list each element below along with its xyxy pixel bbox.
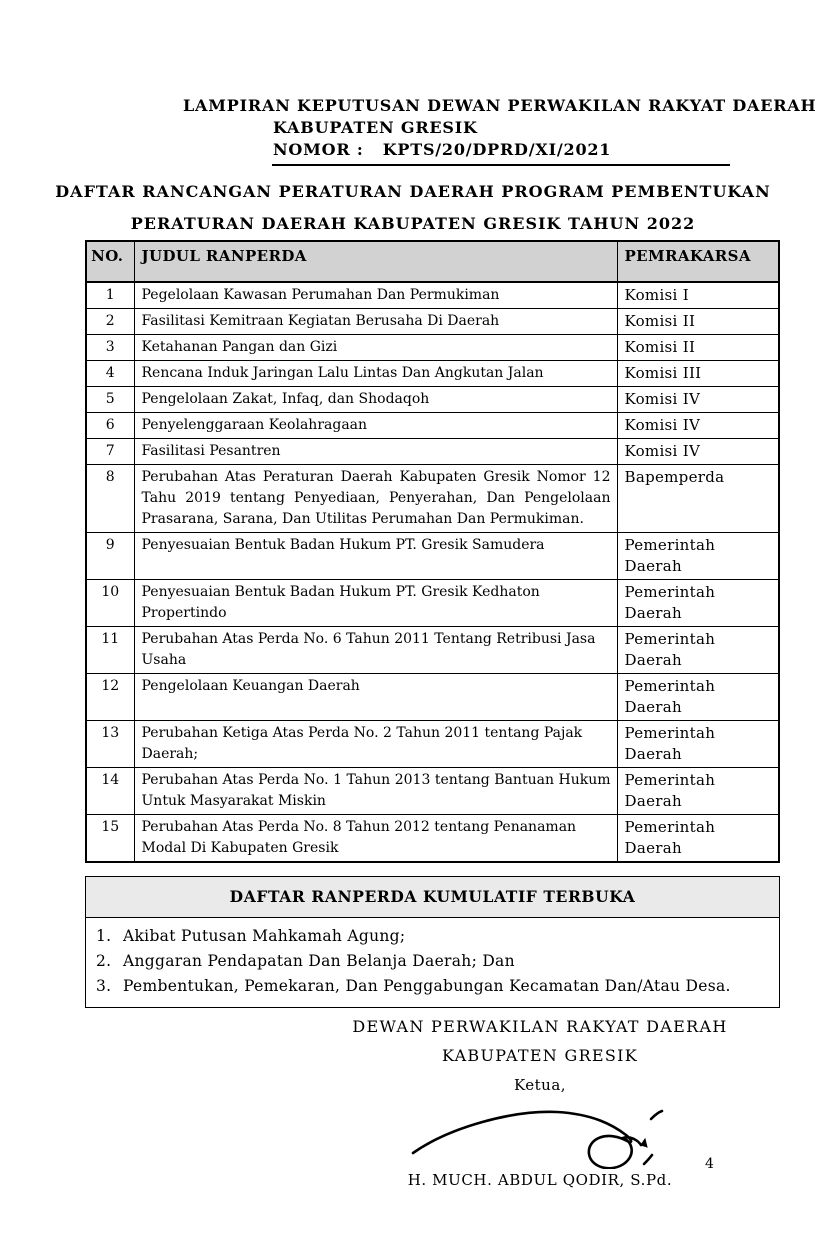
cell-no: 7 [86,439,134,465]
letterhead-nomor-line: NOMOR : KPTS/20/DPRD/XI/2021 [273,140,612,159]
cell-no: 5 [86,387,134,413]
table-row [86,465,779,533]
table-row [86,361,779,387]
letterhead [183,0,816,161]
letterhead-line-2: KABUPATEN GRESIK [273,118,478,137]
cell-judul: Ketahanan Pangan dan Gizi [134,335,617,361]
cell-no: 8 [86,465,134,533]
table-row [86,413,779,439]
cell-no: 1 [86,282,134,309]
cell-pemrakarsa: Pemerintah Daerah [617,768,779,815]
signature-scribble [395,1097,685,1169]
cell-pemrakarsa: Pemerintah Daerah [617,580,779,627]
signature-name: H. MUCH. ABDUL QODIR, S.Pd. [407,1171,673,1189]
cell-no: 6 [86,413,134,439]
table-row [86,309,779,335]
kumulatif-title: DAFTAR RANPERDA KUMULATIF TERBUKA [86,877,779,918]
signature-org-line-1: DEWAN PERWAKILAN RAKYAT DAERAH [352,1017,728,1036]
cell-no: 14 [86,768,134,815]
cell-pemrakarsa: Komisi III [617,361,779,387]
cell-judul: Pegelolaan Kawasan Perumahan Dan Permukiman [134,282,617,309]
list-item-text: Anggaran Pendapatan Dan Belanja Daerah; Dan [123,952,515,970]
kumulatif-section [85,876,780,1008]
cell-no: 13 [86,721,134,768]
table-row [86,439,779,465]
table-row [86,674,779,721]
cell-judul: Fasilitasi Pesantren [134,439,617,465]
cell-no: 10 [86,580,134,627]
cell-judul: Rencana Induk Jaringan Lalu Lintas Dan Angkutan Jalan [134,361,617,387]
cell-pemrakarsa: Pemerintah Daerah [617,721,779,768]
cell-judul: Fasilitasi Kemitraan Kegiatan Berusaha Di Daerah [134,309,617,335]
table-row [86,335,779,361]
table-row [86,387,779,413]
cell-judul: Perubahan Atas Perda No. 8 Tahun 2012 tentang Penanaman Modal Di Kabupaten Gresik [134,815,617,863]
cell-pemrakarsa: Komisi IV [617,387,779,413]
list-item-text: Akibat Putusan Mahkamah Agung; [123,927,406,945]
cell-no: 12 [86,674,134,721]
cell-judul: Pengelolaan Zakat, Infaq, dan Shodaqoh [134,387,617,413]
document-title-line-2: PERATURAN DAERAH KABUPATEN GRESIK TAHUN 2022 [130,214,696,233]
column-header-pemrakarsa: PEMRAKARSA [617,241,779,282]
cell-judul: Penyesuaian Bentuk Badan Hukum PT. Gresik Kedhaton Propertindo [134,580,617,627]
ranperda-table [85,240,780,863]
table-row [86,533,779,580]
letterhead-underline [272,164,730,166]
cell-pemrakarsa: Komisi IV [617,413,779,439]
list-item [96,924,769,949]
document-title-line-1: DAFTAR RANCANGAN PERATURAN DAERAH PROGRAM PEMBENTUKAN [55,182,771,201]
table-row [86,815,779,863]
cell-pemrakarsa: Komisi II [617,309,779,335]
signature-org-line-2: KABUPATEN GRESIK [441,1046,639,1065]
table-row [86,282,779,309]
list-item-number: 1. [96,927,112,945]
cell-judul: Perubahan Ketiga Atas Perda No. 2 Tahun 2011 tentang Pajak Daerah; [134,721,617,768]
cell-judul: Pengelolaan Keuangan Daerah [134,674,617,721]
list-item [96,949,769,974]
page-number: 4 [705,1156,714,1172]
column-header-judul: JUDUL RANPERDA [134,241,617,282]
cell-no: 11 [86,627,134,674]
table-row [86,580,779,627]
list-item [96,974,769,999]
list-item-text: Pembentukan, Pemekaran, Dan Penggabungan Kecamatan Dan/Atau Desa. [123,977,731,995]
table-row [86,768,779,815]
cell-no: 4 [86,361,134,387]
cell-pemrakarsa: Komisi II [617,335,779,361]
list-item-number: 3. [96,977,112,995]
cell-pemrakarsa: Komisi I [617,282,779,309]
cell-judul: Penyelenggaraan Keolahragaan [134,413,617,439]
cell-judul: Perubahan Atas Perda No. 1 Tahun 2013 tentang Bantuan Hukum Untuk Masyarakat Miskin [134,768,617,815]
list-item-number: 2. [96,952,112,970]
cell-judul: Perubahan Atas Peraturan Daerah Kabupaten Gresik Nomor 12 Tahu 2019 tentang Penyediaan, Penyerahan, Dan Pengelolaan Prasarana, Sarana, Dan Utilitas Perumahan Dan Permukiman. [134,465,617,533]
cell-pemrakarsa: Bapemperda [617,465,779,533]
table-row [86,627,779,674]
cell-pemrakarsa: Pemerintah Daerah [617,674,779,721]
letterhead-line-1: LAMPIRAN KEPUTUSAN DEWAN PERWAKILAN RAKYAT DAERAH [183,96,816,115]
cell-judul: Perubahan Atas Perda No. 6 Tahun 2011 Tentang Retribusi Jasa Usaha [134,627,617,674]
column-header-no: NO. [86,241,134,282]
signature-role: Ketua, [513,1076,567,1094]
cell-pemrakarsa: Pemerintah Daerah [617,627,779,674]
cell-no: 2 [86,309,134,335]
table-row [86,721,779,768]
cell-pemrakarsa: Pemerintah Daerah [617,533,779,580]
table-header-row [86,241,779,282]
cell-no: 9 [86,533,134,580]
cell-judul: Penyesuaian Bentuk Badan Hukum PT. Gresik Samudera [134,533,617,580]
signature-block [340,1017,740,1189]
cell-pemrakarsa: Komisi IV [617,439,779,465]
cell-no: 3 [86,335,134,361]
kumulatif-list [86,918,779,1007]
cell-pemrakarsa: Pemerintah Daerah [617,815,779,863]
document-title [0,176,816,240]
cell-no: 15 [86,815,134,863]
